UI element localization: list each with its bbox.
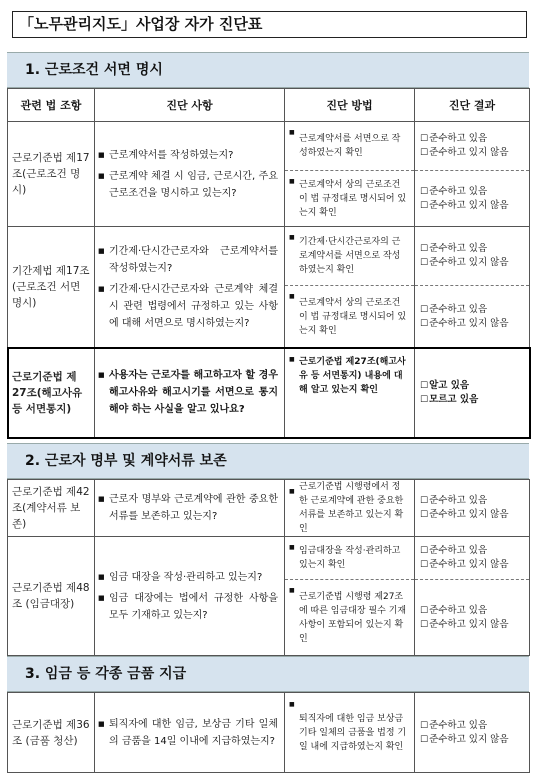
diagnosis-item: ■ 퇴직자에 대한 임금, 보상금 기타 일체의 금품을 14일 이내에 지급하였는지?: [95, 716, 284, 750]
diagnosis-cell: [95, 122, 285, 227]
method-cell: [285, 122, 415, 227]
method-cell: [285, 480, 415, 537]
method-item: ■ 근로기준법 시행령 제27조에 따른 임금대장 필수 기재사항이 포함되어 있는지 확인: [285, 579, 414, 655]
checkbox-option[interactable]: ☐ 준수하고 있지 않음: [420, 733, 529, 747]
result-cell: [415, 537, 530, 656]
checkbox-option[interactable]: ☐ 알고 있음: [420, 379, 529, 393]
result-cell: [415, 693, 530, 773]
method-item: ■ 근로계약서 상의 근로조건이 법 규정대로 명시되어 있는지 확인: [285, 170, 414, 226]
diagnosis-item: ■ 사용자는 근로자를 해고하고자 할 경우 해고사유와 해고시기를 서면으로 통지해야 하는 사실을 알고 있나요?: [95, 367, 284, 418]
section-1-title: 1. 근로조건 서면 명시: [7, 52, 529, 88]
law-cell: 근로기준법 제17조(근로조건 명시): [8, 122, 95, 227]
checkbox-option[interactable]: ☐ 준수하고 있지 않음: [420, 199, 529, 213]
diagnosis-item: ■ 기간제·단시간근로자와 근로계약 체결시 관련 법령에서 규정하고 있는 사항에 대해 서면으로 명시하였는지?: [95, 281, 284, 332]
diagnosis-cell: [95, 480, 285, 537]
diagnosis-cell: [95, 227, 285, 348]
result-cell: [415, 348, 530, 438]
method-item: ■ 퇴직자에 대한 임금 보상금 기타 일체의 금품을 법정 기일 내에 지급하였는지 확인: [285, 694, 414, 772]
checkbox-option[interactable]: ☐ 준수하고 있음: [420, 303, 529, 317]
diagnosis-item: ■ 근로자 명부와 근로계약에 관한 중요한 서류를 보존하고 있는지?: [95, 491, 284, 525]
checkbox-option[interactable]: ☐ 준수하고 있지 않음: [420, 146, 529, 160]
section-3-title: 3. 임금 등 각종 금품 지급: [7, 656, 529, 692]
diagnosis-item: ■ 임금 대장을 작성·관리하고 있는지?: [95, 569, 284, 586]
checkbox-option[interactable]: ☐ 준수하고 있지 않음: [420, 256, 529, 270]
section-2-table: [7, 479, 530, 656]
law-cell: 근로기준법 제42조(계약서류 보존): [8, 480, 95, 537]
checkbox-option[interactable]: ☐ 준수하고 있지 않음: [420, 508, 529, 522]
diagnosis-item: ■ 임금 대장에는 법에서 규정한 사항을 모두 기재하고 있는지?: [95, 590, 284, 624]
section-2-title: 2. 근로자 명부 및 계약서류 보존: [7, 443, 529, 479]
section-3-table: [7, 692, 530, 773]
header-result: 진단 결과: [415, 89, 530, 122]
header-method: 진단 방법: [285, 89, 415, 122]
section-1-table: [7, 88, 530, 438]
method-item: ■ 기간제·단시간근로자의 근로계약서를 서면으로 작성하였는지 확인: [285, 227, 414, 285]
checkbox-option[interactable]: ☐ 준수하고 있지 않음: [420, 317, 529, 331]
checkbox-option[interactable]: ☐ 준수하고 있음: [420, 132, 529, 146]
checkbox-option[interactable]: ☐ 준수하고 있음: [420, 494, 529, 508]
checkbox-option[interactable]: ☐ 준수하고 있음: [420, 604, 529, 618]
checkbox-option[interactable]: ☐ 준수하고 있음: [420, 185, 529, 199]
checkbox-option[interactable]: ☐ 준수하고 있지 않음: [420, 558, 529, 572]
header-law: 관련 법 조항: [8, 89, 95, 122]
method-cell: [285, 348, 415, 438]
checkbox-option[interactable]: ☐ 모르고 있음: [420, 393, 529, 407]
method-item: ■ 근로기준법 제27조(해고사유 등 서면통지) 내용에 대해 알고 있는지 확인: [285, 349, 414, 437]
law-cell: 근로기준법 제48조 (임금대장): [8, 537, 95, 656]
method-item: ■ 근로계약서를 서면으로 작성하였는지 확인: [285, 122, 414, 170]
diagnosis-item: ■ 근로계약 체결 시 임금, 근로시간, 주요 근로조건을 명시하고 있는지?: [95, 168, 284, 202]
law-cell: 근로기준법 제36조 (금품 청산): [8, 693, 95, 773]
method-cell: [285, 227, 415, 348]
checkbox-option[interactable]: ☐ 준수하고 있음: [420, 719, 529, 733]
method-item: ■ 근로기준법 시행령에서 정한 근로계약에 관한 중요한 서류를 보존하고 있는지 확인: [285, 481, 414, 536]
diagnosis-item: ■ 기간제·단시간근로자와 근로계약서를 작성하였는지?: [95, 243, 284, 277]
law-cell: 기간제법 제17조(근로조건 서면명시): [8, 227, 95, 348]
checkbox-option[interactable]: ☐ 준수하고 있지 않음: [420, 618, 529, 632]
diagnosis-item: ■ 근로계약서를 작성하였는지?: [95, 147, 284, 164]
result-cell: [415, 227, 530, 348]
method-item: ■ 임금대장을 작성·관리하고 있는지 확인: [285, 537, 414, 579]
diagnosis-cell: [95, 693, 285, 773]
result-cell: [415, 480, 530, 537]
method-cell: [285, 693, 415, 773]
diagnosis-cell: [95, 537, 285, 656]
law-cell: 근로기준법 제27조(해고사유 등 서면통지): [8, 348, 95, 438]
diagnosis-cell: [95, 348, 285, 438]
method-cell: [285, 537, 415, 656]
checkbox-option[interactable]: ☐ 준수하고 있음: [420, 242, 529, 256]
method-item: ■ 근로계약서 상의 근로조건이 법 규정대로 명시되어 있는지 확인: [285, 285, 414, 347]
document-title: 「노무관리지도」사업장 자가 진단표: [12, 11, 527, 38]
result-cell: [415, 122, 530, 227]
checkbox-option[interactable]: ☐ 준수하고 있음: [420, 544, 529, 558]
header-diagnosis: 진단 사항: [95, 89, 285, 122]
